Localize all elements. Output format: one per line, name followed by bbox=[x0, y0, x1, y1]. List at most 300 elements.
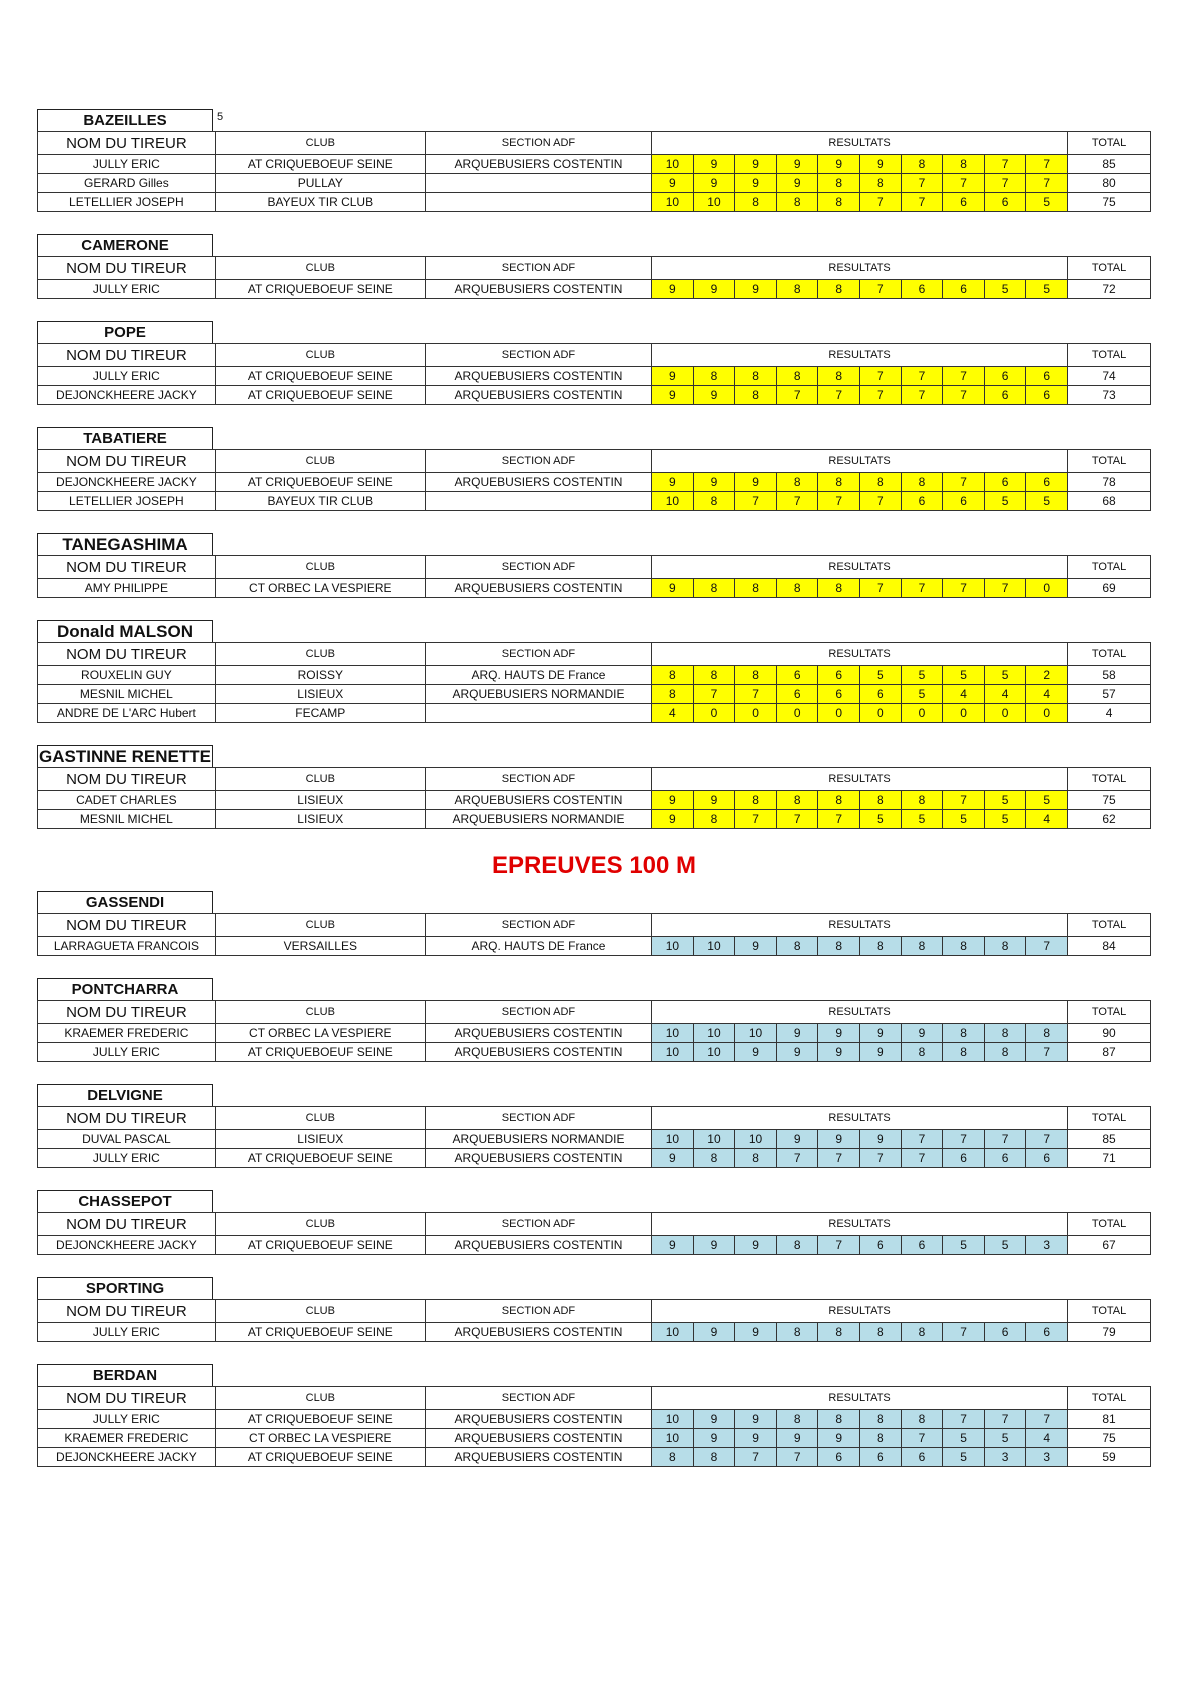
score-cell: 7 bbox=[901, 1130, 943, 1149]
event-section bbox=[37, 533, 1151, 598]
score-cell: 9 bbox=[693, 1236, 735, 1255]
table-row bbox=[38, 155, 1151, 174]
score-cell: 4 bbox=[1026, 810, 1068, 829]
score-cell: 6 bbox=[1026, 1149, 1068, 1168]
section-cell: ARQUEBUSIERS COSTENTIN bbox=[425, 1410, 651, 1429]
score-cell: 7 bbox=[860, 579, 902, 598]
score-cell: 8 bbox=[818, 579, 860, 598]
section-cell: ARQUEBUSIERS COSTENTIN bbox=[425, 1323, 651, 1342]
event-note bbox=[213, 978, 217, 1000]
score-cell: 6 bbox=[1026, 386, 1068, 405]
table-row bbox=[38, 280, 1151, 299]
club-cell: AT CRIQUEBOEUF SEINE bbox=[215, 473, 425, 492]
score-cell: 9 bbox=[901, 1024, 943, 1043]
score-cell: 10 bbox=[652, 193, 694, 212]
club-cell: AT CRIQUEBOEUF SEINE bbox=[215, 1149, 425, 1168]
score-cell: 5 bbox=[984, 492, 1026, 511]
header-name: NOM DU TIREUR bbox=[38, 1387, 216, 1410]
score-cell: 6 bbox=[1026, 1323, 1068, 1342]
header-total: TOTAL bbox=[1068, 1001, 1151, 1024]
score-cell: 5 bbox=[1026, 492, 1068, 511]
event-note bbox=[213, 1190, 217, 1212]
score-cell: 9 bbox=[735, 1323, 777, 1342]
score-cell: 9 bbox=[776, 1043, 818, 1062]
table-header-row bbox=[38, 1213, 1151, 1236]
score-cell: 9 bbox=[735, 174, 777, 193]
shooter-name: JULLY ERIC bbox=[38, 1410, 216, 1429]
total-cell: 69 bbox=[1068, 579, 1151, 598]
header-results: RESULTATS bbox=[652, 1001, 1068, 1024]
club-cell: AT CRIQUEBOEUF SEINE bbox=[215, 1448, 425, 1467]
score-cell: 9 bbox=[652, 1149, 694, 1168]
header-section: SECTION ADF bbox=[425, 344, 651, 367]
header-section: SECTION ADF bbox=[425, 556, 651, 579]
event-title: SPORTING bbox=[37, 1277, 213, 1299]
score-cell: 9 bbox=[818, 155, 860, 174]
header-results: RESULTATS bbox=[652, 643, 1068, 666]
score-cell: 10 bbox=[735, 1024, 777, 1043]
total-cell: 74 bbox=[1068, 367, 1151, 386]
club-cell: AT CRIQUEBOEUF SEINE bbox=[215, 1323, 425, 1342]
score-cell: 5 bbox=[860, 810, 902, 829]
club-cell: AT CRIQUEBOEUF SEINE bbox=[215, 1410, 425, 1429]
score-cell: 8 bbox=[776, 367, 818, 386]
score-cell: 7 bbox=[860, 492, 902, 511]
score-cell: 3 bbox=[1026, 1448, 1068, 1467]
score-cell: 8 bbox=[860, 1323, 902, 1342]
score-cell: 9 bbox=[693, 386, 735, 405]
event-title: BAZEILLES bbox=[37, 109, 213, 131]
event-note bbox=[213, 1277, 217, 1299]
event-section bbox=[37, 1084, 1151, 1168]
table-row bbox=[38, 367, 1151, 386]
header-name: NOM DU TIREUR bbox=[38, 450, 216, 473]
score-cell: 5 bbox=[943, 810, 985, 829]
score-cell: 9 bbox=[818, 1043, 860, 1062]
event-title: GASTINNE RENETTE bbox=[37, 745, 213, 767]
event-title: DELVIGNE bbox=[37, 1084, 213, 1106]
score-cell: 9 bbox=[735, 473, 777, 492]
club-cell: LISIEUX bbox=[215, 810, 425, 829]
score-cell: 4 bbox=[943, 685, 985, 704]
score-cell: 7 bbox=[860, 280, 902, 299]
table-row bbox=[38, 1149, 1151, 1168]
score-cell: 10 bbox=[652, 1323, 694, 1342]
score-cell: 9 bbox=[860, 1130, 902, 1149]
score-cell: 7 bbox=[901, 174, 943, 193]
header-name: NOM DU TIREUR bbox=[38, 1107, 216, 1130]
score-cell: 9 bbox=[652, 1236, 694, 1255]
header-results: RESULTATS bbox=[652, 1387, 1068, 1410]
table-row bbox=[38, 704, 1151, 723]
score-cell: 7 bbox=[1026, 174, 1068, 193]
event-section bbox=[37, 978, 1151, 1062]
total-cell: 71 bbox=[1068, 1149, 1151, 1168]
score-cell: 5 bbox=[984, 666, 1026, 685]
score-cell: 9 bbox=[693, 473, 735, 492]
header-name: NOM DU TIREUR bbox=[38, 257, 216, 280]
score-cell: 8 bbox=[984, 937, 1026, 956]
table-header-row bbox=[38, 344, 1151, 367]
total-cell: 85 bbox=[1068, 155, 1151, 174]
total-cell: 75 bbox=[1068, 791, 1151, 810]
score-cell: 9 bbox=[776, 155, 818, 174]
score-cell: 7 bbox=[943, 386, 985, 405]
score-cell: 7 bbox=[901, 386, 943, 405]
results-table bbox=[37, 256, 1151, 299]
section-cell: ARQUEBUSIERS COSTENTIN bbox=[425, 1043, 651, 1062]
total-cell: 85 bbox=[1068, 1130, 1151, 1149]
score-cell: 5 bbox=[984, 810, 1026, 829]
header-name: NOM DU TIREUR bbox=[38, 344, 216, 367]
header-club: CLUB bbox=[215, 643, 425, 666]
score-cell: 9 bbox=[776, 174, 818, 193]
section-cell: ARQUEBUSIERS COSTENTIN bbox=[425, 473, 651, 492]
header-section: SECTION ADF bbox=[425, 257, 651, 280]
total-cell: 75 bbox=[1068, 193, 1151, 212]
table-header-row bbox=[38, 450, 1151, 473]
score-cell: 9 bbox=[860, 155, 902, 174]
score-cell: 8 bbox=[818, 193, 860, 212]
score-cell: 8 bbox=[776, 193, 818, 212]
score-cell: 8 bbox=[860, 1429, 902, 1448]
club-cell: AT CRIQUEBOEUF SEINE bbox=[215, 1043, 425, 1062]
table-row bbox=[38, 1043, 1151, 1062]
score-cell: 9 bbox=[652, 810, 694, 829]
score-cell: 9 bbox=[818, 1024, 860, 1043]
score-cell: 9 bbox=[860, 1043, 902, 1062]
event-title-row bbox=[37, 745, 1151, 767]
score-cell: 6 bbox=[860, 1236, 902, 1255]
event-title-row bbox=[37, 1190, 1151, 1212]
score-cell: 7 bbox=[901, 367, 943, 386]
score-cell: 7 bbox=[776, 492, 818, 511]
score-cell: 2 bbox=[1026, 666, 1068, 685]
total-cell: 72 bbox=[1068, 280, 1151, 299]
score-cell: 6 bbox=[901, 1448, 943, 1467]
event-section bbox=[37, 321, 1151, 405]
header-club: CLUB bbox=[215, 1387, 425, 1410]
event-title-row bbox=[37, 427, 1151, 449]
score-cell: 10 bbox=[652, 1043, 694, 1062]
table-row bbox=[38, 666, 1151, 685]
score-cell: 7 bbox=[943, 473, 985, 492]
score-cell: 8 bbox=[860, 473, 902, 492]
score-cell: 6 bbox=[943, 1149, 985, 1168]
score-cell: 9 bbox=[735, 1410, 777, 1429]
score-cell: 8 bbox=[776, 280, 818, 299]
table-row bbox=[38, 810, 1151, 829]
score-cell: 5 bbox=[901, 666, 943, 685]
score-cell: 8 bbox=[776, 579, 818, 598]
header-results: RESULTATS bbox=[652, 344, 1068, 367]
shooter-name: JULLY ERIC bbox=[38, 280, 216, 299]
event-title: BERDAN bbox=[37, 1364, 213, 1386]
score-cell: 9 bbox=[693, 791, 735, 810]
score-cell: 9 bbox=[776, 1429, 818, 1448]
score-cell: 6 bbox=[984, 367, 1026, 386]
header-total: TOTAL bbox=[1068, 914, 1151, 937]
score-cell: 6 bbox=[1026, 367, 1068, 386]
header-results: RESULTATS bbox=[652, 556, 1068, 579]
event-title-row bbox=[37, 978, 1151, 1000]
event-title-row bbox=[37, 1364, 1151, 1386]
score-cell: 10 bbox=[652, 1429, 694, 1448]
score-cell: 5 bbox=[984, 280, 1026, 299]
score-cell: 10 bbox=[693, 1043, 735, 1062]
club-cell: BAYEUX TIR CLUB bbox=[215, 492, 425, 511]
total-cell: 68 bbox=[1068, 492, 1151, 511]
header-total: TOTAL bbox=[1068, 643, 1151, 666]
shooter-name: JULLY ERIC bbox=[38, 1149, 216, 1168]
table-header-row bbox=[38, 768, 1151, 791]
header-total: TOTAL bbox=[1068, 450, 1151, 473]
header-club: CLUB bbox=[215, 914, 425, 937]
header-club: CLUB bbox=[215, 450, 425, 473]
event-title-row bbox=[37, 234, 1151, 256]
score-cell: 8 bbox=[735, 367, 777, 386]
event-title: Donald MALSON bbox=[37, 620, 213, 642]
score-cell: 0 bbox=[693, 704, 735, 723]
score-cell: 7 bbox=[693, 685, 735, 704]
header-total: TOTAL bbox=[1068, 1387, 1151, 1410]
score-cell: 8 bbox=[693, 1149, 735, 1168]
event-title-row bbox=[37, 1277, 1151, 1299]
score-cell: 8 bbox=[818, 174, 860, 193]
results-table bbox=[37, 449, 1151, 511]
results-table bbox=[37, 131, 1151, 212]
table-row bbox=[38, 1410, 1151, 1429]
total-cell: 57 bbox=[1068, 685, 1151, 704]
section-cell: ARQUEBUSIERS COSTENTIN bbox=[425, 1448, 651, 1467]
score-cell: 8 bbox=[652, 666, 694, 685]
score-cell: 5 bbox=[943, 1236, 985, 1255]
header-section: SECTION ADF bbox=[425, 1107, 651, 1130]
results-table bbox=[37, 343, 1151, 405]
score-cell: 10 bbox=[693, 937, 735, 956]
section-group-100m bbox=[37, 891, 1151, 1467]
header-total: TOTAL bbox=[1068, 1213, 1151, 1236]
event-section bbox=[37, 1364, 1151, 1467]
score-cell: 8 bbox=[776, 1323, 818, 1342]
header-total: TOTAL bbox=[1068, 768, 1151, 791]
score-cell: 8 bbox=[984, 1043, 1026, 1062]
event-title: CAMERONE bbox=[37, 234, 213, 256]
header-results: RESULTATS bbox=[652, 1107, 1068, 1130]
shooter-name: JULLY ERIC bbox=[38, 155, 216, 174]
score-cell: 9 bbox=[735, 1236, 777, 1255]
score-cell: 8 bbox=[776, 937, 818, 956]
score-cell: 5 bbox=[901, 685, 943, 704]
score-cell: 8 bbox=[901, 1043, 943, 1062]
table-row bbox=[38, 1236, 1151, 1255]
score-cell: 8 bbox=[901, 473, 943, 492]
shooter-name: KRAEMER FREDERIC bbox=[38, 1429, 216, 1448]
header-club: CLUB bbox=[215, 1300, 425, 1323]
section-cell: ARQUEBUSIERS COSTENTIN bbox=[425, 280, 651, 299]
score-cell: 6 bbox=[901, 492, 943, 511]
score-cell: 6 bbox=[776, 685, 818, 704]
total-cell: 73 bbox=[1068, 386, 1151, 405]
header-total: TOTAL bbox=[1068, 344, 1151, 367]
score-cell: 8 bbox=[818, 1410, 860, 1429]
score-cell: 4 bbox=[984, 685, 1026, 704]
total-cell: 87 bbox=[1068, 1043, 1151, 1062]
score-cell: 7 bbox=[1026, 937, 1068, 956]
score-cell: 4 bbox=[1026, 1429, 1068, 1448]
score-cell: 8 bbox=[776, 1236, 818, 1255]
score-cell: 6 bbox=[818, 666, 860, 685]
score-cell: 3 bbox=[984, 1448, 1026, 1467]
score-cell: 8 bbox=[776, 473, 818, 492]
event-note bbox=[213, 234, 217, 256]
event-title: GASSENDI bbox=[37, 891, 213, 913]
score-cell: 8 bbox=[818, 791, 860, 810]
total-cell: 81 bbox=[1068, 1410, 1151, 1429]
section-cell bbox=[425, 704, 651, 723]
score-cell: 7 bbox=[818, 492, 860, 511]
score-cell: 9 bbox=[818, 1429, 860, 1448]
score-cell: 8 bbox=[818, 1323, 860, 1342]
header-section: SECTION ADF bbox=[425, 914, 651, 937]
score-cell: 8 bbox=[735, 666, 777, 685]
score-cell: 0 bbox=[735, 704, 777, 723]
event-note bbox=[213, 745, 217, 767]
table-row bbox=[38, 1024, 1151, 1043]
score-cell: 6 bbox=[818, 685, 860, 704]
score-cell: 7 bbox=[860, 367, 902, 386]
club-cell: PULLAY bbox=[215, 174, 425, 193]
score-cell: 9 bbox=[693, 280, 735, 299]
score-cell: 9 bbox=[652, 174, 694, 193]
event-title: TANEGASHIMA bbox=[37, 533, 213, 555]
section-cell: ARQUEBUSIERS NORMANDIE bbox=[425, 685, 651, 704]
section-group-50m bbox=[37, 109, 1151, 829]
header-section: SECTION ADF bbox=[425, 132, 651, 155]
header-results: RESULTATS bbox=[652, 768, 1068, 791]
score-cell: 7 bbox=[943, 791, 985, 810]
header-total: TOTAL bbox=[1068, 132, 1151, 155]
shooter-name: ANDRE DE L'ARC Hubert bbox=[38, 704, 216, 723]
club-cell: CT ORBEC LA VESPIERE bbox=[215, 1429, 425, 1448]
table-header-row bbox=[38, 1300, 1151, 1323]
score-cell: 7 bbox=[1026, 1043, 1068, 1062]
score-cell: 7 bbox=[943, 174, 985, 193]
shooter-name: DUVAL PASCAL bbox=[38, 1130, 216, 1149]
header-club: CLUB bbox=[215, 1213, 425, 1236]
section-cell: ARQUEBUSIERS COSTENTIN bbox=[425, 1429, 651, 1448]
score-cell: 9 bbox=[735, 280, 777, 299]
score-cell: 7 bbox=[860, 193, 902, 212]
score-cell: 9 bbox=[735, 937, 777, 956]
header-section: SECTION ADF bbox=[425, 1387, 651, 1410]
header-results: RESULTATS bbox=[652, 132, 1068, 155]
score-cell: 7 bbox=[735, 810, 777, 829]
total-cell: 62 bbox=[1068, 810, 1151, 829]
band-title-100m: EPREUVES 100 M bbox=[491, 852, 697, 879]
club-cell: AT CRIQUEBOEUF SEINE bbox=[215, 386, 425, 405]
score-cell: 5 bbox=[984, 1236, 1026, 1255]
score-cell: 8 bbox=[735, 791, 777, 810]
header-name: NOM DU TIREUR bbox=[38, 1001, 216, 1024]
event-title: CHASSEPOT bbox=[37, 1190, 213, 1212]
event-note bbox=[213, 533, 217, 555]
event-note bbox=[213, 891, 217, 913]
score-cell: 8 bbox=[735, 193, 777, 212]
score-cell: 6 bbox=[860, 1448, 902, 1467]
score-cell: 9 bbox=[735, 155, 777, 174]
score-cell: 7 bbox=[1026, 155, 1068, 174]
section-cell: ARQUEBUSIERS COSTENTIN bbox=[425, 155, 651, 174]
score-cell: 10 bbox=[652, 937, 694, 956]
section-cell bbox=[425, 174, 651, 193]
score-cell: 8 bbox=[818, 937, 860, 956]
score-cell: 9 bbox=[818, 1130, 860, 1149]
score-cell: 5 bbox=[943, 666, 985, 685]
score-cell: 7 bbox=[984, 1410, 1026, 1429]
score-cell: 9 bbox=[652, 579, 694, 598]
score-cell: 7 bbox=[1026, 1410, 1068, 1429]
score-cell: 8 bbox=[901, 1323, 943, 1342]
score-cell: 7 bbox=[984, 579, 1026, 598]
score-cell: 8 bbox=[693, 367, 735, 386]
score-cell: 5 bbox=[984, 791, 1026, 810]
score-cell: 3 bbox=[1026, 1236, 1068, 1255]
event-section bbox=[37, 745, 1151, 829]
score-cell: 9 bbox=[693, 1429, 735, 1448]
table-row bbox=[38, 1323, 1151, 1342]
score-cell: 7 bbox=[901, 579, 943, 598]
shooter-name: GERARD Gilles bbox=[38, 174, 216, 193]
section-cell: ARQUEBUSIERS COSTENTIN bbox=[425, 1149, 651, 1168]
event-note bbox=[213, 620, 217, 642]
score-cell: 7 bbox=[943, 1323, 985, 1342]
club-cell: ROISSY bbox=[215, 666, 425, 685]
score-cell: 8 bbox=[735, 386, 777, 405]
score-cell: 5 bbox=[943, 1448, 985, 1467]
score-cell: 8 bbox=[1026, 1024, 1068, 1043]
event-title: PONTCHARRA bbox=[37, 978, 213, 1000]
total-cell: 79 bbox=[1068, 1323, 1151, 1342]
section-cell: ARQUEBUSIERS NORMANDIE bbox=[425, 1130, 651, 1149]
event-title: TABATIERE bbox=[37, 427, 213, 449]
score-cell: 9 bbox=[652, 473, 694, 492]
score-cell: 7 bbox=[735, 685, 777, 704]
event-note: 5 bbox=[217, 111, 224, 123]
event-section bbox=[37, 427, 1151, 511]
score-cell: 8 bbox=[901, 937, 943, 956]
score-cell: 10 bbox=[693, 1130, 735, 1149]
score-cell: 8 bbox=[901, 155, 943, 174]
event-note bbox=[213, 427, 217, 449]
score-cell: 8 bbox=[652, 1448, 694, 1467]
score-cell: 9 bbox=[652, 280, 694, 299]
event-section bbox=[37, 1190, 1151, 1255]
score-cell: 8 bbox=[901, 791, 943, 810]
header-total: TOTAL bbox=[1068, 1300, 1151, 1323]
score-cell: 6 bbox=[984, 1149, 1026, 1168]
score-cell: 5 bbox=[984, 1429, 1026, 1448]
table-header-row bbox=[38, 257, 1151, 280]
score-cell: 6 bbox=[901, 280, 943, 299]
total-cell: 59 bbox=[1068, 1448, 1151, 1467]
section-cell: ARQUEBUSIERS COSTENTIN bbox=[425, 1024, 651, 1043]
total-cell: 58 bbox=[1068, 666, 1151, 685]
score-cell: 8 bbox=[693, 1448, 735, 1467]
table-row bbox=[38, 791, 1151, 810]
results-table bbox=[37, 1000, 1151, 1062]
table-header-row bbox=[38, 132, 1151, 155]
